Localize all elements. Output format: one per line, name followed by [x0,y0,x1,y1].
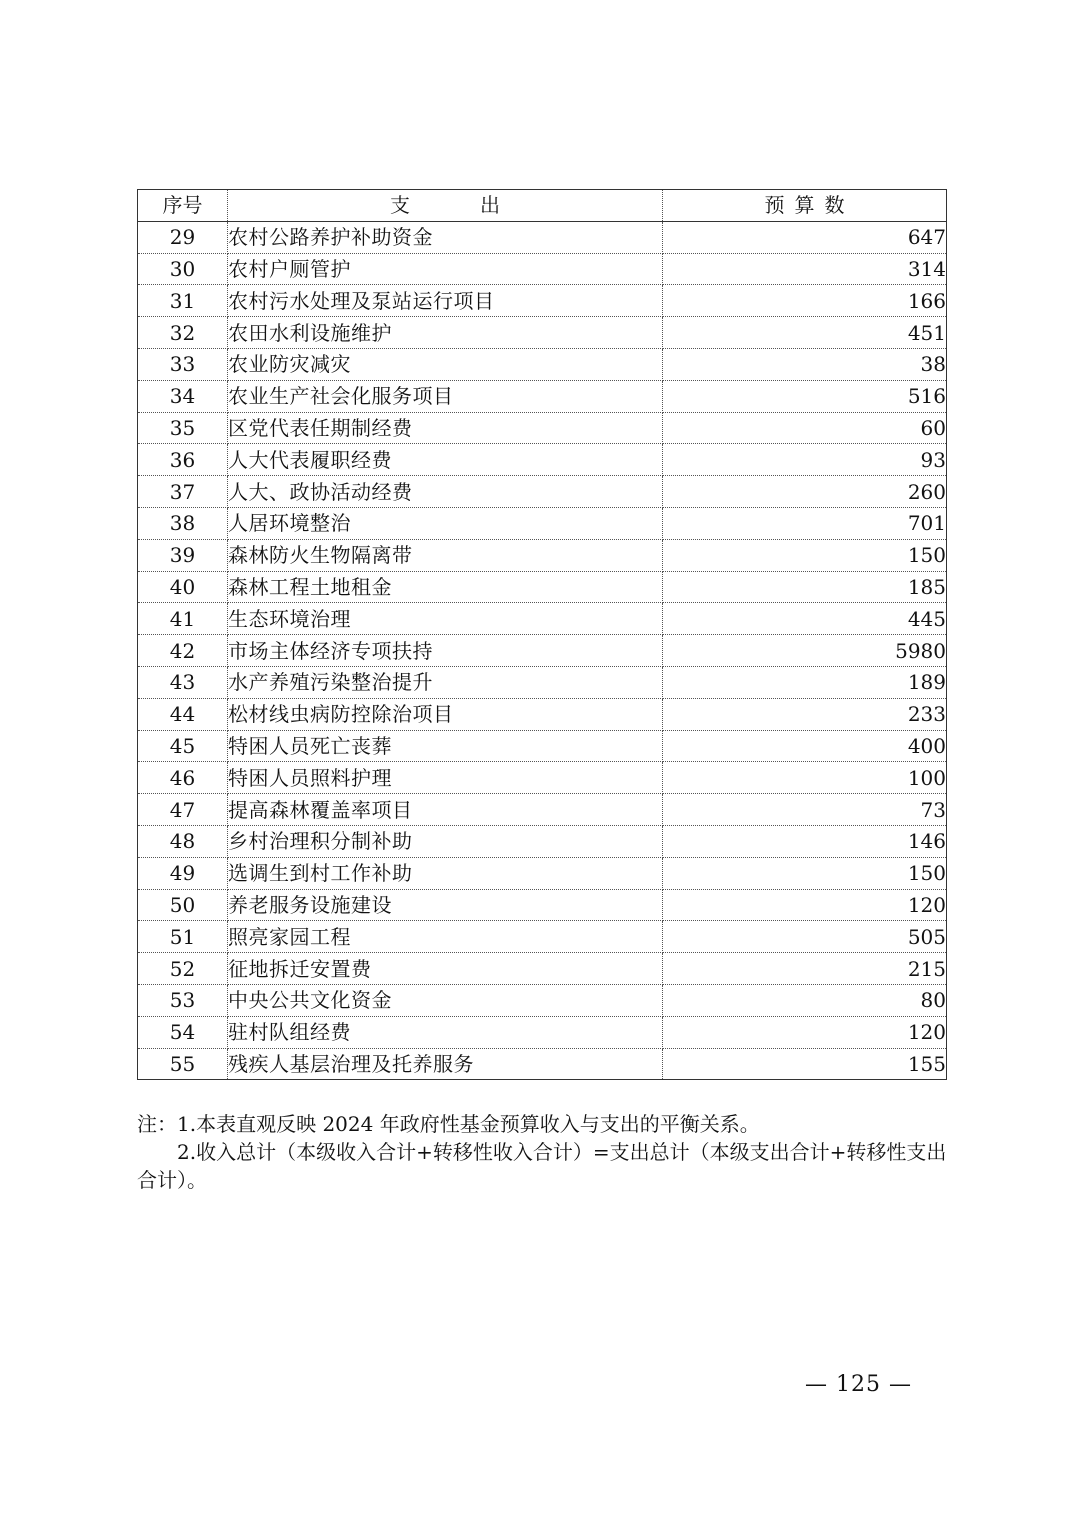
table-row [138,444,947,476]
note-line-1: 注：1.本表直观反映 2024 年政府性基金预算收入与支出的平衡关系。 [137,1112,760,1136]
header-expense: 支出 [228,190,663,222]
table-row [138,698,947,730]
row-budget-amount: 150 [663,539,947,571]
table-row [138,221,947,253]
row-budget-amount: 5980 [663,635,947,667]
table-row [138,1048,947,1080]
table-row [138,953,947,985]
row-index: 54 [138,1016,228,1048]
row-expense-name: 水产养殖污染整治提升 [228,666,663,698]
row-index: 34 [138,380,228,412]
row-budget-amount: 647 [663,221,947,253]
row-expense-name: 农业防灾减灾 [228,348,663,380]
row-index: 48 [138,825,228,857]
row-budget-amount: 233 [663,698,947,730]
row-expense-name: 特困人员死亡丧葬 [228,730,663,762]
table-notes [137,1110,949,1194]
row-index: 55 [138,1048,228,1080]
row-index: 52 [138,953,228,985]
row-index: 36 [138,444,228,476]
table-row [138,730,947,762]
table-row [138,794,947,826]
row-expense-name: 中央公共文化资金 [228,984,663,1016]
row-index: 35 [138,412,228,444]
note-line-2: 2.收入总计（本级收入合计+转移性收入合计）=支出总计（本级支出合计+转移性支出合计）。 [137,1140,947,1192]
row-expense-name: 农村公路养护补助资金 [228,221,663,253]
row-expense-name: 人大、政协活动经费 [228,476,663,508]
table-row [138,762,947,794]
row-budget-amount: 185 [663,571,947,603]
row-budget-amount: 155 [663,1048,947,1080]
row-budget-amount: 120 [663,889,947,921]
row-budget-amount: 445 [663,603,947,635]
row-budget-amount: 120 [663,1016,947,1048]
row-budget-amount: 73 [663,794,947,826]
table-row [138,666,947,698]
table-row [138,539,947,571]
row-expense-name: 人居环境整治 [228,507,663,539]
row-index: 30 [138,253,228,285]
row-index: 37 [138,476,228,508]
table-row [138,285,947,317]
row-budget-amount: 701 [663,507,947,539]
row-expense-name: 生态环境治理 [228,603,663,635]
table-body [138,221,947,1080]
table-row [138,603,947,635]
row-index: 42 [138,635,228,667]
row-expense-name: 乡村治理积分制补助 [228,825,663,857]
row-expense-name: 提高森林覆盖率项目 [228,794,663,826]
row-expense-name: 选调生到村工作补助 [228,857,663,889]
row-index: 46 [138,762,228,794]
row-index: 41 [138,603,228,635]
row-expense-name: 森林防火生物隔离带 [228,539,663,571]
row-index: 40 [138,571,228,603]
row-expense-name: 松材线虫病防控除治项目 [228,698,663,730]
row-index: 33 [138,348,228,380]
table-row [138,984,947,1016]
table-row [138,921,947,953]
row-expense-name: 区党代表任期制经费 [228,412,663,444]
row-budget-amount: 93 [663,444,947,476]
row-expense-name: 照亮家园工程 [228,921,663,953]
budget-table [137,189,947,1080]
row-budget-amount: 166 [663,285,947,317]
row-index: 32 [138,317,228,349]
row-budget-amount: 80 [663,984,947,1016]
row-budget-amount: 146 [663,825,947,857]
table-header [138,190,947,222]
row-index: 29 [138,221,228,253]
row-expense-name: 市场主体经济专项扶持 [228,635,663,667]
row-index: 49 [138,857,228,889]
table-row [138,1016,947,1048]
row-expense-name: 农村污水处理及泵站运行项目 [228,285,663,317]
row-expense-name: 人大代表履职经费 [228,444,663,476]
row-expense-name: 征地拆迁安置费 [228,953,663,985]
row-budget-amount: 38 [663,348,947,380]
row-index: 45 [138,730,228,762]
table-row [138,857,947,889]
header-index: 序号 [138,190,228,222]
table-row [138,825,947,857]
table-row [138,889,947,921]
row-budget-amount: 400 [663,730,947,762]
table-row [138,476,947,508]
row-budget-amount: 314 [663,253,947,285]
row-index: 44 [138,698,228,730]
table-row [138,412,947,444]
page-number: — 125 — [805,1372,912,1397]
row-expense-name: 森林工程土地租金 [228,571,663,603]
row-expense-name: 养老服务设施建设 [228,889,663,921]
row-index: 47 [138,794,228,826]
table-row [138,348,947,380]
row-index: 50 [138,889,228,921]
row-budget-amount: 189 [663,666,947,698]
row-budget-amount: 150 [663,857,947,889]
row-budget-amount: 451 [663,317,947,349]
row-budget-amount: 505 [663,921,947,953]
header-budget: 预算数 [663,190,947,222]
row-budget-amount: 215 [663,953,947,985]
row-expense-name: 农业生产社会化服务项目 [228,380,663,412]
table-row [138,253,947,285]
row-expense-name: 残疾人基层治理及托养服务 [228,1048,663,1080]
row-index: 39 [138,539,228,571]
table-row [138,635,947,667]
table-row [138,380,947,412]
table-row [138,571,947,603]
row-expense-name: 农田水利设施维护 [228,317,663,349]
row-expense-name: 农村户厕管护 [228,253,663,285]
row-expense-name: 驻村队组经费 [228,1016,663,1048]
row-index: 38 [138,507,228,539]
row-budget-amount: 516 [663,380,947,412]
row-budget-amount: 100 [663,762,947,794]
table-row [138,507,947,539]
row-budget-amount: 60 [663,412,947,444]
row-budget-amount: 260 [663,476,947,508]
row-index: 31 [138,285,228,317]
row-expense-name: 特困人员照料护理 [228,762,663,794]
row-index: 43 [138,666,228,698]
row-index: 53 [138,984,228,1016]
table-row [138,317,947,349]
row-index: 51 [138,921,228,953]
